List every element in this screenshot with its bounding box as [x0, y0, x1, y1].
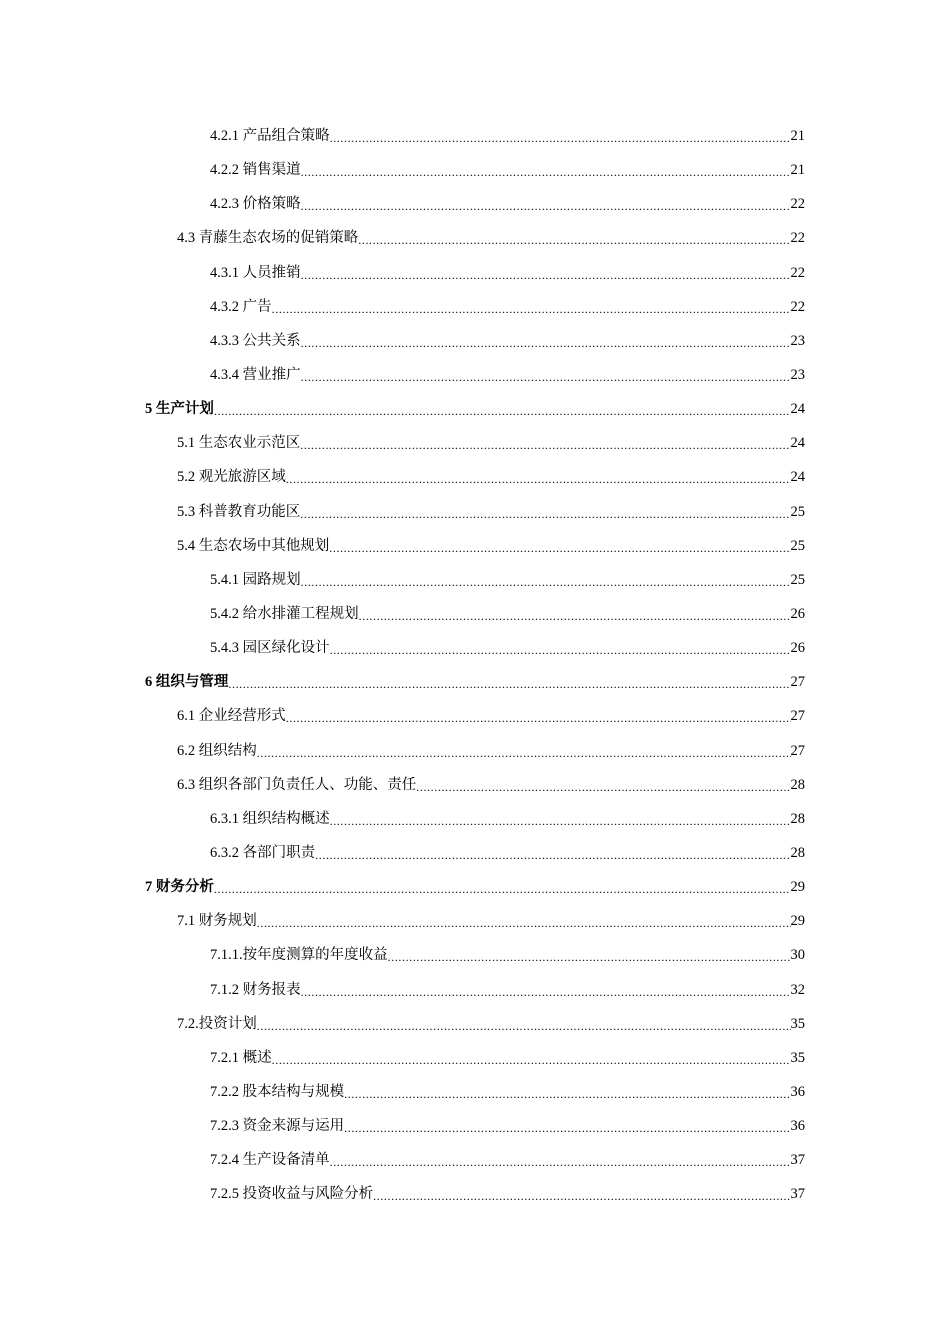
toc-entry[interactable]: [0, 699, 950, 733]
toc-page-number: 28: [790, 776, 805, 793]
toc-dot-leader: [330, 1143, 791, 1177]
table-of-contents: [0, 119, 950, 1212]
toc-page-number: 24: [790, 435, 805, 452]
toc-entry[interactable]: [0, 870, 950, 904]
toc-page-number: 25: [790, 571, 805, 588]
toc-entry[interactable]: [0, 426, 950, 460]
toc-entry-title: 4.3.4 营业推广: [210, 367, 301, 384]
toc-page-number: 29: [790, 879, 805, 896]
toc-dot-leader: [300, 495, 790, 529]
toc-page-number: 22: [790, 230, 805, 247]
toc-entry[interactable]: [0, 153, 950, 187]
toc-dot-leader: [388, 938, 791, 972]
toc-entry[interactable]: [0, 1007, 950, 1041]
toc-page-number: 21: [790, 128, 805, 145]
toc-entry-title: 5.4.1 园路规划: [210, 571, 301, 588]
toc-page-number: 27: [790, 708, 805, 725]
toc-dot-leader: [344, 1075, 790, 1109]
toc-page-number: 30: [790, 947, 805, 964]
toc-dot-leader: [272, 1041, 791, 1075]
toc-entry[interactable]: [0, 1075, 950, 1109]
toc-page-number: 22: [790, 298, 805, 315]
toc-entry[interactable]: [0, 324, 950, 358]
toc-entry[interactable]: [0, 529, 950, 563]
toc-entry[interactable]: [0, 256, 950, 290]
toc-dot-leader: [315, 836, 790, 870]
toc-page-number: 26: [790, 640, 805, 657]
toc-entry[interactable]: [0, 290, 950, 324]
toc-entry[interactable]: [0, 836, 950, 870]
toc-entry-title: 4.3.1 人员推销: [210, 264, 301, 281]
toc-entry-title: 4.3.2 广告: [210, 298, 272, 315]
toc-entry[interactable]: [0, 1109, 950, 1143]
toc-dot-leader: [228, 665, 790, 699]
toc-entry-title: 6.2 组织结构: [177, 742, 257, 759]
toc-page-number: 24: [790, 401, 805, 418]
toc-page-number: 28: [790, 810, 805, 827]
toc-entry-title: 5.3 科普教育功能区: [177, 503, 301, 520]
toc-entry-title: 5.2 观光旅游区域: [177, 469, 286, 486]
toc-dot-leader: [257, 904, 791, 938]
toc-page-number: 35: [790, 1015, 805, 1032]
toc-entry[interactable]: [0, 1177, 950, 1211]
toc-dot-leader: [272, 290, 791, 324]
toc-dot-leader: [286, 460, 791, 494]
toc-entry-title: 5.4.3 园区绿化设计: [210, 640, 330, 657]
toc-entry[interactable]: [0, 734, 950, 768]
toc-page-number: 21: [790, 162, 805, 179]
toc-entry[interactable]: [0, 392, 950, 426]
toc-page-number: 37: [790, 1152, 805, 1169]
toc-dot-leader: [344, 1109, 790, 1143]
toc-entry[interactable]: [0, 119, 950, 153]
toc-entry-title: 5 生产计划: [145, 401, 214, 418]
toc-entry[interactable]: [0, 1143, 950, 1177]
toc-entry-title: 6.3.2 各部门职责: [210, 845, 316, 862]
toc-entry[interactable]: [0, 1041, 950, 1075]
toc-entry[interactable]: [0, 563, 950, 597]
toc-dot-leader: [329, 529, 790, 563]
toc-entry-title: 7.2.3 资金来源与运用: [210, 1118, 345, 1135]
toc-dot-leader: [301, 358, 791, 392]
toc-dot-leader: [301, 256, 791, 290]
toc-page-number: 36: [790, 1118, 805, 1135]
toc-dot-leader: [373, 1177, 790, 1211]
toc-entry[interactable]: [0, 631, 950, 665]
toc-dot-leader: [358, 221, 790, 255]
toc-page-number: 23: [790, 367, 805, 384]
toc-dot-leader: [301, 973, 791, 1007]
toc-dot-leader: [330, 119, 791, 153]
toc-entry-title: 7.1 财务规划: [177, 913, 257, 930]
toc-entry-title: 4.3 青藤生态农场的促销策略: [177, 230, 359, 247]
toc-page-number: 25: [790, 503, 805, 520]
toc-entry[interactable]: [0, 938, 950, 972]
toc-entry-title: 7.1.1.按年度测算的年度收益: [210, 947, 388, 964]
toc-page-number: 36: [790, 1084, 805, 1100]
toc-page-number: 35: [790, 1049, 805, 1066]
toc-page-number: 28: [790, 845, 805, 862]
toc-entry-title: 6.3.1 组织结构概述: [210, 810, 330, 827]
toc-entry[interactable]: [0, 358, 950, 392]
toc-entry[interactable]: [0, 665, 950, 699]
toc-entry-title: 6 组织与管理: [145, 674, 229, 691]
toc-entry-title: 6.1 企业经营形式: [177, 708, 286, 725]
toc-entry-title: 4.3.3 公共关系: [210, 332, 301, 349]
toc-page-number: 27: [790, 742, 805, 759]
toc-dot-leader: [301, 187, 791, 221]
toc-page-number: 37: [790, 1186, 805, 1203]
toc-entry-title: 7.2.1 概述: [210, 1049, 272, 1066]
toc-entry-title: 5.1 生态农业示范区: [177, 435, 301, 452]
toc-dot-leader: [286, 699, 791, 733]
toc-dot-leader: [416, 768, 790, 802]
toc-entry[interactable]: [0, 904, 950, 938]
toc-page-number: 32: [790, 981, 805, 998]
toc-page-number: 22: [790, 196, 805, 213]
toc-page-number: 24: [790, 469, 805, 486]
toc-entry-title: 7.2.投资计划: [177, 1015, 257, 1032]
toc-dot-leader: [214, 870, 791, 904]
toc-entry-title: 5.4 生态农场中其他规划: [177, 537, 330, 554]
toc-dot-leader: [301, 563, 791, 597]
toc-entry[interactable]: [0, 221, 950, 255]
toc-page-number: 22: [790, 264, 805, 281]
toc-entry[interactable]: [0, 495, 950, 529]
toc-entry-title: 7.2.4 生产设备清单: [210, 1152, 330, 1169]
toc-entry-title: 7 财务分析: [145, 879, 214, 896]
toc-entry-title: 7.1.2 财务报表: [210, 981, 301, 998]
toc-dot-leader: [301, 324, 791, 358]
toc-entry[interactable]: [0, 802, 950, 836]
toc-entry-title: 7.2.5 投资收益与风险分析: [210, 1186, 374, 1203]
toc-entry[interactable]: [0, 597, 950, 631]
toc-page-number: 26: [790, 606, 805, 623]
toc-dot-leader: [301, 153, 791, 187]
toc-dot-leader: [359, 597, 791, 631]
toc-entry-title: 4.2.2 销售渠道: [210, 162, 301, 179]
toc-entry-title: 7.2.2 股本结构与规模: [210, 1084, 345, 1100]
toc-entry[interactable]: [0, 768, 950, 802]
toc-entry-title: 6.3 组织各部门负责任人、功能、责任: [177, 776, 417, 793]
toc-dot-leader: [214, 392, 791, 426]
toc-entry[interactable]: [0, 187, 950, 221]
toc-entry-title: 4.2.1 产品组合策略: [210, 128, 330, 145]
toc-page-number: 27: [790, 674, 805, 691]
toc-dot-leader: [257, 734, 791, 768]
toc-page-number: 23: [790, 332, 805, 349]
toc-entry-title: 4.2.3 价格策略: [210, 196, 301, 213]
toc-entry[interactable]: [0, 973, 950, 1007]
toc-dot-leader: [330, 802, 791, 836]
toc-dot-leader: [257, 1007, 791, 1041]
toc-entry[interactable]: [0, 460, 950, 494]
toc-entry-title: 5.4.2 给水排灌工程规划: [210, 606, 359, 623]
toc-page-number: 25: [790, 537, 805, 554]
toc-dot-leader: [300, 426, 790, 460]
toc-dot-leader: [330, 631, 791, 665]
toc-page-number: 29: [790, 913, 805, 930]
